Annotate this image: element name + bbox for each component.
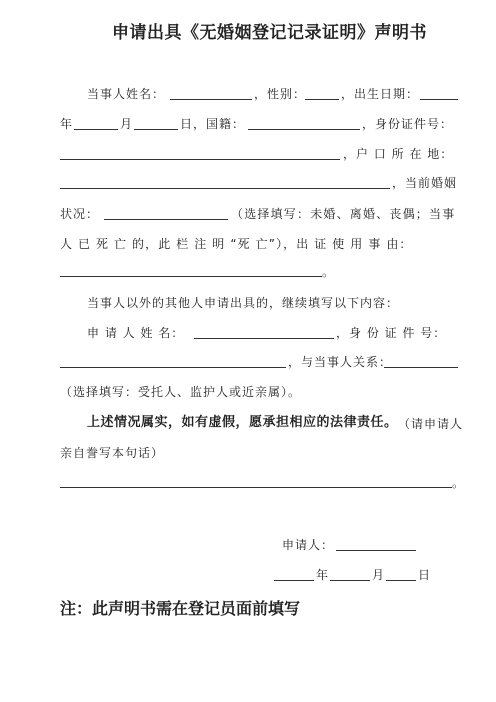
sign-year-label: 年 (316, 568, 330, 582)
relation-hint: （选择填写：受托人、监护人或近亲属）。 (60, 385, 302, 399)
party-name-label: 当事人姓名： (87, 87, 166, 101)
document-title: 申请出具《无婚姻登记记录证明》声明书 (112, 23, 427, 43)
birth-year-label: 年 (60, 117, 74, 131)
marital-status-hint: （选择填写：未婚、离婚、丧偶；当事 (231, 207, 456, 221)
declaration-hint: （请申请人 (398, 417, 464, 431)
purpose-label: 人 已 死 亡 的，此 栏 注 明 “死 亡”），出 证 使 用 事 由： (60, 237, 413, 251)
applicant-name-field[interactable] (194, 338, 334, 339)
id-number-field[interactable] (60, 159, 340, 160)
nationality-field[interactable] (248, 129, 360, 130)
purpose-field[interactable] (60, 276, 322, 277)
footer-note: 注：此声明书需在登记员面前填写 (60, 599, 301, 618)
gender-field[interactable] (305, 99, 339, 100)
sign-day-label: 日 (418, 568, 432, 582)
hukou-field[interactable] (60, 188, 390, 189)
sign-day-field[interactable] (386, 580, 416, 581)
sign-month-label: 月 (372, 568, 386, 582)
signer-field[interactable] (336, 550, 416, 551)
applicant-id-label: ，身 份 证 件 号： (336, 326, 447, 340)
sign-year-field[interactable] (274, 580, 314, 581)
birth-month-label: 月 (120, 117, 134, 131)
party-name-field[interactable] (170, 99, 252, 100)
gender-label: ，性别： (254, 87, 307, 101)
purpose-end-mark: 。 (322, 265, 336, 279)
marital-status-label: ，当前婚姻 (392, 176, 458, 190)
id-number-label: ，身份证件号： (362, 117, 454, 131)
birth-year-field[interactable] (74, 129, 118, 130)
nationality-label: 日，国籍： (180, 117, 246, 131)
relation-label: ，与当事人关系： (288, 355, 393, 369)
birth-date-field[interactable] (420, 99, 458, 100)
signer-label: 申请人： (282, 538, 335, 552)
hukou-label: ，户 口 所 在 地： (343, 147, 454, 161)
birth-date-label: ，出生日期： (341, 87, 420, 101)
marital-status-field[interactable] (104, 219, 228, 220)
declaration-copy-field[interactable] (60, 487, 452, 488)
declaration-statement: 上述情况属实，如有虚假，愿承担相应的法律责任。 (87, 415, 398, 430)
declaration-hint-2: 亲自誊写本句话） (60, 446, 165, 460)
section2-intro: 当事人以外的其他人申请出具的，继续填写以下内容： (87, 296, 400, 310)
sign-month-field[interactable] (330, 580, 370, 581)
birth-month-field[interactable] (134, 129, 178, 130)
applicant-id-field[interactable] (60, 367, 286, 368)
status-label: 状况： (60, 207, 100, 221)
relation-field[interactable] (384, 367, 458, 368)
applicant-name-label: 申 请 人 姓 名： (87, 326, 185, 340)
copy-end-mark: 。 (452, 476, 466, 490)
